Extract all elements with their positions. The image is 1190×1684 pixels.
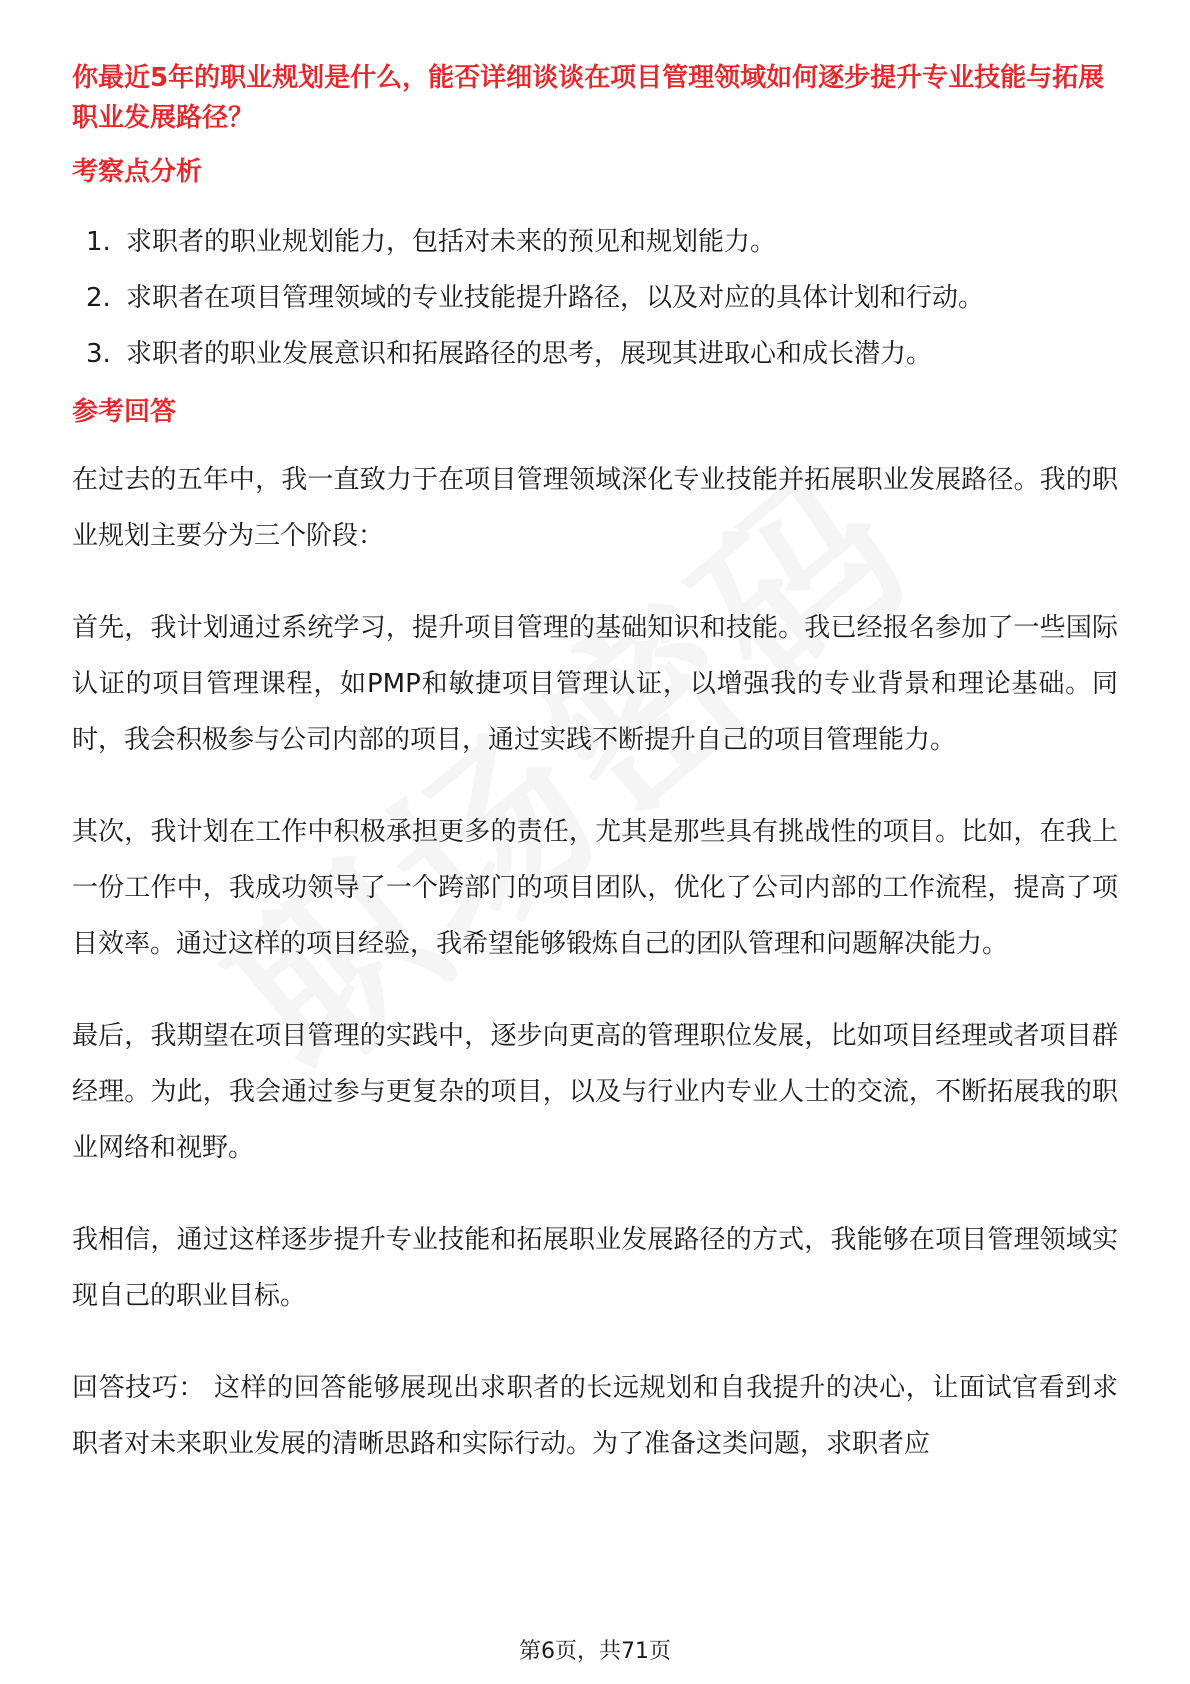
analysis-points-list <box>72 222 1118 374</box>
list-item <box>86 334 1118 374</box>
list-item <box>86 222 1118 262</box>
document-page <box>72 58 1118 1472</box>
answer-paragraph: 首先，我计划通过系统学习，提升项目管理的基础知识和技能。我已经报名参加了一些国际认证的项目管理课程，如PMP和敏捷项目管理认证，以增强我的专业背景和理论基础。同时，我会积极参与公司内部的项目，通过实践不断提升自己的项目管理能力。 <box>72 613 1118 755</box>
analysis-heading: 考察点分析 <box>72 157 203 187</box>
list-item-number: 2. <box>86 283 111 313</box>
list-item <box>86 278 1118 318</box>
answer-paragraph: 其次，我计划在工作中积极承担更多的责任，尤其是那些具有挑战性的项目。比如，在我上一份工作中，我成功领导了一个跨部门的项目团队，优化了公司内部的工作流程，提高了项目效率。通过这样的项目经验，我希望能够锻炼自己的团队管理和问题解决能力。 <box>72 817 1118 959</box>
answer-paragraph: 我相信，通过这样逐步提升专业技能和拓展职业发展路径的方式，我能够在项目管理领域实现自己的职业目标。 <box>72 1225 1118 1311</box>
page-number-footer: 第6页，共71页 <box>519 1639 671 1664</box>
answer-heading: 参考回答 <box>72 397 177 427</box>
list-item-number: 3. <box>86 339 111 369</box>
list-item-text: 求职者的职业规划能力，包括对未来的预见和规划能力。 <box>126 227 777 257</box>
list-item-number: 1. <box>86 227 111 257</box>
answer-tips-paragraph: 回答技巧： 这样的回答能够展现出求职者的长远规划和自我提升的决心，让面试官看到求职者对未来职业发展的清晰思路和实际行动。为了准备这类问题，求职者应 <box>72 1373 1118 1459</box>
question-title: 你最近5年的职业规划是什么，能否详细谈谈在项目管理领域如何逐步提升专业技能与拓展职业发展路径？ <box>72 63 1105 133</box>
list-item-text: 求职者在项目管理领域的专业技能提升路径，以及对应的具体计划和行动。 <box>126 283 985 313</box>
list-item-text: 求职者的职业发展意识和拓展路径的思考，展现其进取心和成长潜力。 <box>126 339 933 369</box>
answer-paragraph: 在过去的五年中，我一直致力于在项目管理领域深化专业技能并拓展职业发展路径。我的职业规划主要分为三个阶段： <box>72 465 1118 551</box>
answer-paragraph: 最后，我期望在项目管理的实践中，逐步向更高的管理职位发展，比如项目经理或者项目群经理。为此，我会通过参与更复杂的项目，以及与行业内专业人士的交流，不断拓展我的职业网络和视野。 <box>72 1021 1118 1163</box>
